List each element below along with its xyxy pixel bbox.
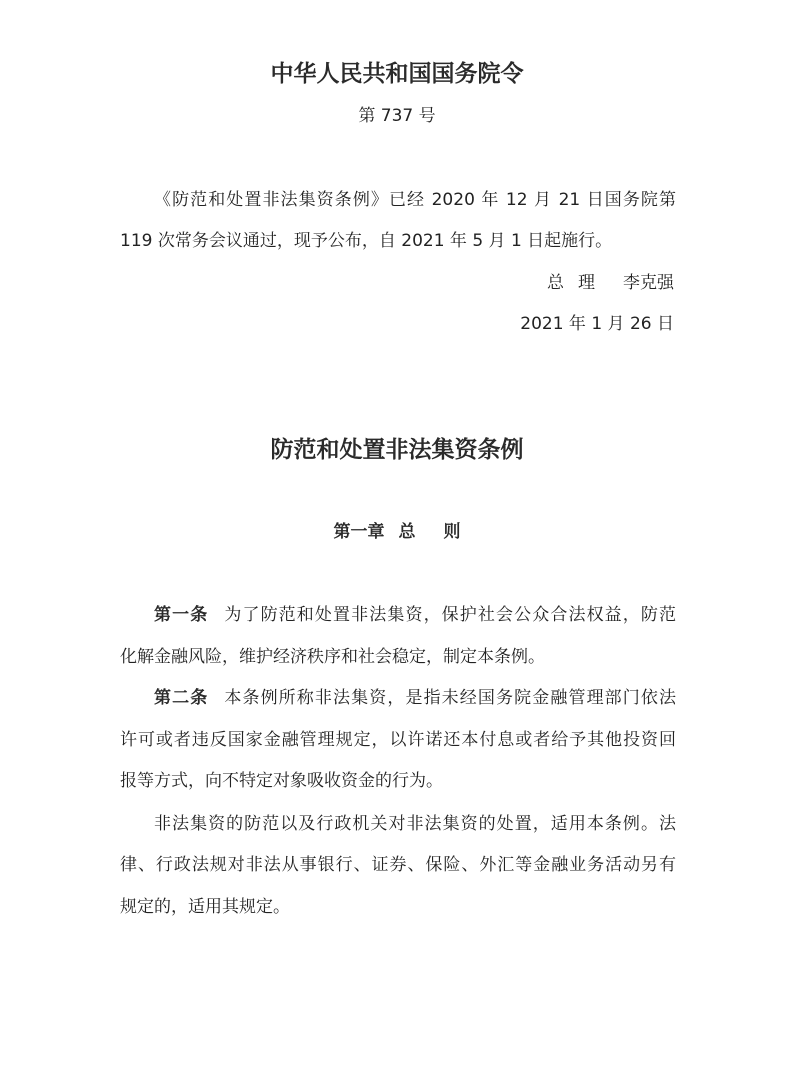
signer-name: 李克强 bbox=[623, 273, 674, 293]
article-2-line-3: 报等方式，向不特定对象吸收资金的行为。 bbox=[120, 771, 443, 791]
article-2-text-1: 本条例所称非法集资，是指未经国务院金融管理部门依法 bbox=[224, 688, 677, 708]
order-date: 2021 年 1 月 26 日 bbox=[520, 314, 674, 334]
article-1-label: 第一条 bbox=[154, 605, 209, 625]
signer-title-char-2: 理 bbox=[578, 273, 595, 293]
paragraph-3-line-2: 律、行政法规对非法从事银行、证券、保险、外汇等金融业务活动另有 bbox=[120, 855, 676, 875]
chapter-number: 第一章 bbox=[333, 522, 385, 542]
order-body-line-1: 《防范和处置非法集资条例》已经 2020 年 12 月 21 日国务院第 bbox=[154, 190, 676, 210]
paragraph-3-line-1: 非法集资的防范以及行政机关对非法集资的处置，适用本条例。法 bbox=[154, 814, 676, 834]
article-1-line-1 bbox=[154, 603, 676, 627]
chapter-title-char-2: 则 bbox=[443, 522, 461, 542]
chapter-title-char-1: 总 bbox=[398, 522, 416, 542]
order-title: 中华人民共和国国务院令 bbox=[270, 61, 524, 87]
signer-title-char-1: 总 bbox=[547, 273, 564, 293]
regulation-title: 防范和处置非法集资条例 bbox=[270, 437, 524, 463]
article-2-line-1 bbox=[154, 686, 676, 710]
order-number: 第 737 号 bbox=[358, 106, 436, 126]
paragraph-3-line-3: 规定的，适用其规定。 bbox=[120, 897, 290, 917]
article-1-text-1: 为了防范和处置非法集资，保护社会公众合法权益，防范 bbox=[224, 605, 677, 625]
article-2-line-2: 许可或者违反国家金融管理规定，以许诺还本付息或者给予其他投资回 bbox=[120, 730, 676, 750]
article-2-label: 第二条 bbox=[154, 688, 209, 708]
order-body-line-2: 119 次常务会议通过，现予公布，自 2021 年 5 月 1 日起施行。 bbox=[120, 231, 613, 251]
chapter-heading bbox=[0, 520, 794, 544]
signature-line bbox=[547, 271, 674, 295]
article-1-line-2: 化解金融风险，维护经济秩序和社会稳定，制定本条例。 bbox=[120, 647, 545, 667]
